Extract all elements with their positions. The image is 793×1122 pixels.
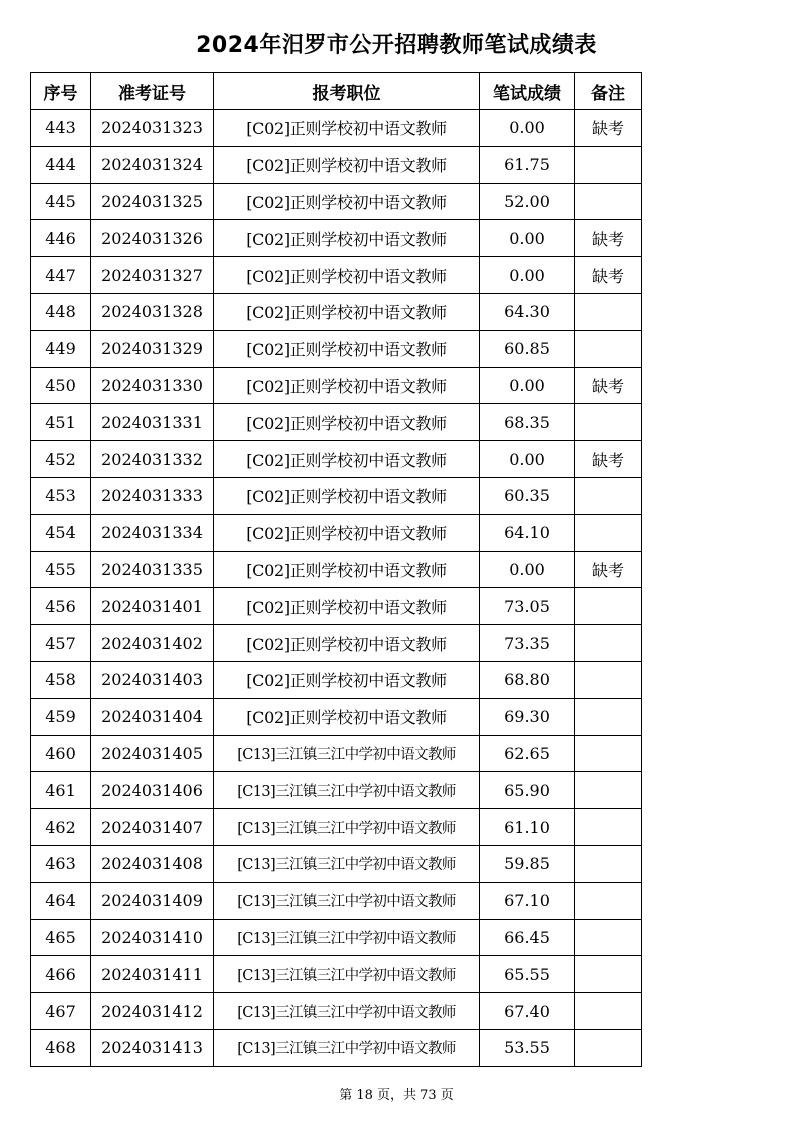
cell-seq: 468 [31, 1029, 91, 1066]
cell-seq: 451 [31, 404, 91, 441]
cell-note: 缺考 [575, 367, 642, 404]
cell-exam-id: 2024031335 [91, 551, 214, 588]
cell-position: [C02]正则学校初中语文教师 [214, 146, 480, 183]
cell-seq: 444 [31, 146, 91, 183]
table-row [31, 772, 642, 809]
cell-exam-id: 2024031412 [91, 993, 214, 1030]
table-row [31, 882, 642, 919]
cell-position: [C13]三江镇三江中学初中语文教师 [214, 993, 480, 1030]
cell-note [575, 661, 642, 698]
cell-note [575, 625, 642, 662]
table-row [31, 1029, 642, 1066]
cell-score: 59.85 [480, 845, 575, 882]
table-row [31, 477, 642, 514]
cell-note [575, 404, 642, 441]
cell-seq: 460 [31, 735, 91, 772]
cell-score: 68.35 [480, 404, 575, 441]
cell-exam-id: 2024031406 [91, 772, 214, 809]
cell-score: 53.55 [480, 1029, 575, 1066]
cell-exam-id: 2024031330 [91, 367, 214, 404]
cell-note [575, 146, 642, 183]
cell-position: [C13]三江镇三江中学初中语文教师 [214, 809, 480, 846]
cell-exam-id: 2024031328 [91, 293, 214, 330]
table-body [31, 110, 642, 1067]
cell-position: [C02]正则学校初中语文教师 [214, 625, 480, 662]
cell-exam-id: 2024031401 [91, 588, 214, 625]
table-row [31, 330, 642, 367]
cell-position: [C02]正则学校初中语文教师 [214, 588, 480, 625]
cell-exam-id: 2024031325 [91, 183, 214, 220]
cell-exam-id: 2024031326 [91, 220, 214, 257]
cell-note [575, 698, 642, 735]
cell-position: [C02]正则学校初中语文教师 [214, 404, 480, 441]
cell-note [575, 588, 642, 625]
cell-exam-id: 2024031410 [91, 919, 214, 956]
table-row [31, 514, 642, 551]
cell-score: 64.10 [480, 514, 575, 551]
cell-note: 缺考 [575, 220, 642, 257]
cell-score: 60.35 [480, 477, 575, 514]
cell-position: [C02]正则学校初中语文教师 [214, 661, 480, 698]
cell-seq: 455 [31, 551, 91, 588]
cell-note [575, 845, 642, 882]
cell-position: [C02]正则学校初中语文教师 [214, 257, 480, 294]
cell-score: 0.00 [480, 367, 575, 404]
table-row [31, 146, 642, 183]
header-exam-id: 准考证号 [91, 73, 214, 110]
cell-note [575, 293, 642, 330]
table-row [31, 293, 642, 330]
table-row [31, 110, 642, 147]
cell-seq: 461 [31, 772, 91, 809]
cell-score: 67.40 [480, 993, 575, 1030]
cell-position: [C13]三江镇三江中学初中语文教师 [214, 956, 480, 993]
cell-seq: 449 [31, 330, 91, 367]
cell-position: [C02]正则学校初中语文教师 [214, 330, 480, 367]
cell-exam-id: 2024031405 [91, 735, 214, 772]
cell-exam-id: 2024031411 [91, 956, 214, 993]
cell-score: 0.00 [480, 551, 575, 588]
cell-seq: 464 [31, 882, 91, 919]
cell-note [575, 477, 642, 514]
cell-score: 0.00 [480, 257, 575, 294]
cell-note [575, 993, 642, 1030]
cell-position: [C02]正则学校初中语文教师 [214, 367, 480, 404]
table-row [31, 367, 642, 404]
cell-score: 52.00 [480, 183, 575, 220]
cell-position: [C13]三江镇三江中学初中语文教师 [214, 882, 480, 919]
cell-position: [C02]正则学校初中语文教师 [214, 514, 480, 551]
cell-seq: 445 [31, 183, 91, 220]
table-row [31, 919, 642, 956]
cell-note [575, 735, 642, 772]
cell-position: [C02]正则学校初中语文教师 [214, 477, 480, 514]
cell-position: [C02]正则学校初中语文教师 [214, 698, 480, 735]
table-row [31, 698, 642, 735]
cell-seq: 467 [31, 993, 91, 1030]
cell-score: 0.00 [480, 220, 575, 257]
cell-exam-id: 2024031327 [91, 257, 214, 294]
table-row [31, 956, 642, 993]
cell-note [575, 514, 642, 551]
table-row [31, 625, 642, 662]
cell-exam-id: 2024031329 [91, 330, 214, 367]
cell-score: 0.00 [480, 110, 575, 147]
cell-position: [C02]正则学校初中语文教师 [214, 110, 480, 147]
cell-seq: 446 [31, 220, 91, 257]
cell-score: 73.35 [480, 625, 575, 662]
cell-exam-id: 2024031409 [91, 882, 214, 919]
cell-exam-id: 2024031407 [91, 809, 214, 846]
cell-seq: 459 [31, 698, 91, 735]
cell-seq: 466 [31, 956, 91, 993]
cell-exam-id: 2024031403 [91, 661, 214, 698]
cell-seq: 454 [31, 514, 91, 551]
cell-score: 64.30 [480, 293, 575, 330]
cell-exam-id: 2024031404 [91, 698, 214, 735]
header-position: 报考职位 [214, 73, 480, 110]
cell-score: 65.90 [480, 772, 575, 809]
cell-exam-id: 2024031334 [91, 514, 214, 551]
cell-note [575, 956, 642, 993]
cell-exam-id: 2024031408 [91, 845, 214, 882]
cell-note [575, 919, 642, 956]
cell-score: 60.85 [480, 330, 575, 367]
cell-score: 66.45 [480, 919, 575, 956]
cell-seq: 458 [31, 661, 91, 698]
cell-score: 62.65 [480, 735, 575, 772]
table-row [31, 735, 642, 772]
header-seq: 序号 [31, 73, 91, 110]
cell-note [575, 183, 642, 220]
table-row [31, 993, 642, 1030]
cell-seq: 452 [31, 441, 91, 478]
cell-seq: 457 [31, 625, 91, 662]
cell-note: 缺考 [575, 257, 642, 294]
cell-seq: 448 [31, 293, 91, 330]
cell-score: 65.55 [480, 956, 575, 993]
cell-exam-id: 2024031413 [91, 1029, 214, 1066]
cell-seq: 465 [31, 919, 91, 956]
cell-exam-id: 2024031402 [91, 625, 214, 662]
cell-exam-id: 2024031324 [91, 146, 214, 183]
table-row [31, 551, 642, 588]
cell-seq: 447 [31, 257, 91, 294]
table-row [31, 809, 642, 846]
cell-note [575, 882, 642, 919]
cell-position: [C13]三江镇三江中学初中语文教师 [214, 845, 480, 882]
cell-note [575, 330, 642, 367]
cell-score: 61.10 [480, 809, 575, 846]
header-score: 笔试成绩 [480, 73, 575, 110]
cell-position: [C13]三江镇三江中学初中语文教师 [214, 1029, 480, 1066]
cell-seq: 450 [31, 367, 91, 404]
table-row [31, 845, 642, 882]
cell-exam-id: 2024031323 [91, 110, 214, 147]
table-row [31, 661, 642, 698]
scores-table [30, 72, 642, 1067]
cell-seq: 443 [31, 110, 91, 147]
cell-position: [C13]三江镇三江中学初中语文教师 [214, 772, 480, 809]
cell-position: [C02]正则学校初中语文教师 [214, 551, 480, 588]
cell-position: [C02]正则学校初中语文教师 [214, 183, 480, 220]
header-row [31, 73, 642, 110]
table-row [31, 441, 642, 478]
cell-seq: 456 [31, 588, 91, 625]
cell-note: 缺考 [575, 441, 642, 478]
cell-score: 73.05 [480, 588, 575, 625]
table-row [31, 588, 642, 625]
page-title: 2024年汨罗市公开招聘教师笔试成绩表 [196, 33, 597, 58]
cell-position: [C02]正则学校初中语文教师 [214, 441, 480, 478]
cell-exam-id: 2024031333 [91, 477, 214, 514]
table-row [31, 220, 642, 257]
cell-note [575, 772, 642, 809]
table-row [31, 257, 642, 294]
cell-seq: 453 [31, 477, 91, 514]
cell-score: 69.30 [480, 698, 575, 735]
cell-score: 61.75 [480, 146, 575, 183]
cell-score: 67.10 [480, 882, 575, 919]
cell-seq: 462 [31, 809, 91, 846]
table-row [31, 183, 642, 220]
cell-seq: 463 [31, 845, 91, 882]
cell-position: [C13]三江镇三江中学初中语文教师 [214, 919, 480, 956]
cell-note [575, 1029, 642, 1066]
cell-position: [C13]三江镇三江中学初中语文教师 [214, 735, 480, 772]
page-footer: 第 18 页，共 73 页 [339, 1088, 454, 1103]
cell-position: [C02]正则学校初中语文教师 [214, 220, 480, 257]
cell-note: 缺考 [575, 551, 642, 588]
header-note: 备注 [575, 73, 642, 110]
cell-position: [C02]正则学校初中语文教师 [214, 293, 480, 330]
cell-exam-id: 2024031331 [91, 404, 214, 441]
cell-note: 缺考 [575, 110, 642, 147]
table-row [31, 404, 642, 441]
cell-score: 68.80 [480, 661, 575, 698]
cell-note [575, 809, 642, 846]
cell-exam-id: 2024031332 [91, 441, 214, 478]
cell-score: 0.00 [480, 441, 575, 478]
